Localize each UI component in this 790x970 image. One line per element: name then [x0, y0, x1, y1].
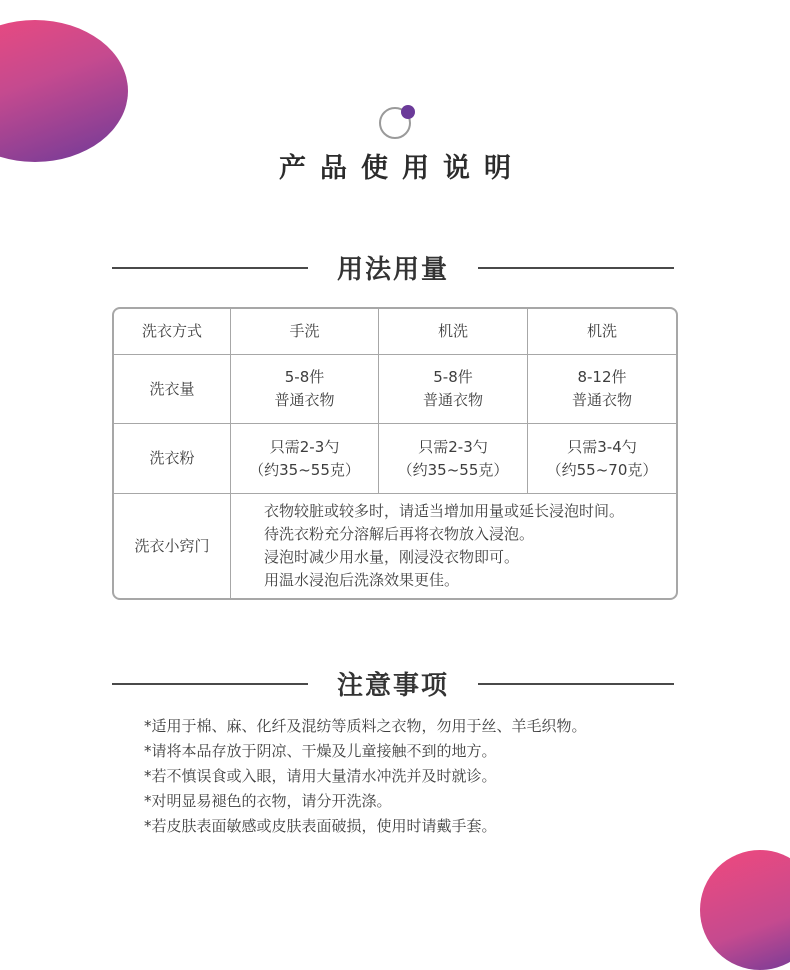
- usage-heading-text: 用法用量: [336, 255, 449, 285]
- amount-cell: [379, 355, 528, 424]
- usage-table: [112, 307, 678, 600]
- amount-cell: [528, 355, 676, 424]
- table-row-powder: [114, 424, 676, 494]
- powder-scoops: 只需2-3勺: [269, 437, 340, 456]
- amount-desc: 普通衣物: [274, 391, 335, 409]
- tips-cell: [231, 494, 676, 598]
- powder-grams: （约35~55克）: [397, 460, 509, 479]
- heading-divider-right: [478, 267, 674, 269]
- header-cell-hand-wash: 手洗: [231, 309, 379, 355]
- decorative-gradient-circle-bottom: [700, 850, 790, 970]
- powder-cell: [231, 424, 379, 494]
- row-label-tips: 洗衣小窍门: [114, 494, 231, 598]
- amount-cell: [231, 355, 379, 424]
- amount-count: 5-8件: [433, 368, 473, 386]
- tip-line: 用温水浸泡后洗涤效果更佳。: [264, 571, 460, 589]
- powder-scoops: 只需2-3勺: [418, 437, 488, 456]
- notes-list: [144, 714, 704, 839]
- table-header-row: [114, 309, 676, 355]
- usage-section-heading: [112, 247, 674, 287]
- tip-line: 浸泡时减少用水量，刚浸没衣物即可。: [264, 548, 520, 566]
- heading-divider-right: [478, 683, 674, 685]
- row-label-powder: 洗衣粉: [114, 424, 231, 494]
- note-item: *若不慎误食或入眼，请用大量清水冲洗并及时就诊。: [144, 767, 497, 785]
- notes-section-heading: [112, 663, 674, 703]
- circle-dot-logo-icon: [376, 104, 418, 140]
- header-cell-method: 洗衣方式: [114, 309, 231, 355]
- note-item: *适用于棉、麻、化纤及混纺等质料之衣物，勿用于丝、羊毛织物。: [144, 717, 587, 735]
- amount-count: 8-12件: [577, 368, 627, 386]
- powder-grams: （约35~55克）: [249, 460, 360, 479]
- note-item: *对明显易褪色的衣物，请分开洗涤。: [144, 792, 392, 810]
- tip-line: 待洗衣粉充分溶解后再将衣物放入浸泡。: [264, 525, 535, 543]
- table-row-amount: [114, 355, 676, 424]
- header-cell-machine-wash: 机洗: [379, 309, 528, 355]
- amount-count: 5-8件: [284, 368, 325, 386]
- amount-desc: 普通衣物: [571, 391, 632, 409]
- powder-cell: [528, 424, 676, 494]
- amount-desc: 普通衣物: [422, 391, 483, 409]
- header-cell-machine-wash-large: 机洗: [528, 309, 676, 355]
- note-item: *若皮肤表面敏感或皮肤表面破损，使用时请戴手套。: [144, 817, 497, 835]
- decorative-gradient-circle-top: [0, 20, 128, 162]
- powder-grams: （约55~70克）: [546, 460, 658, 479]
- tip-line: 衣物较脏或较多时，请适当增加用量或延长浸泡时间。: [264, 502, 625, 520]
- table-row-tips: [114, 494, 676, 598]
- notes-heading-text: 注意事项: [336, 671, 449, 701]
- note-item: *请将本品存放于阴凉、干燥及儿童接触不到的地方。: [144, 742, 497, 760]
- page-title: 产品使用说明: [279, 153, 525, 184]
- powder-scoops: 只需3-4勺: [567, 437, 637, 456]
- row-label-amount: 洗衣量: [114, 355, 231, 424]
- powder-cell: [379, 424, 528, 494]
